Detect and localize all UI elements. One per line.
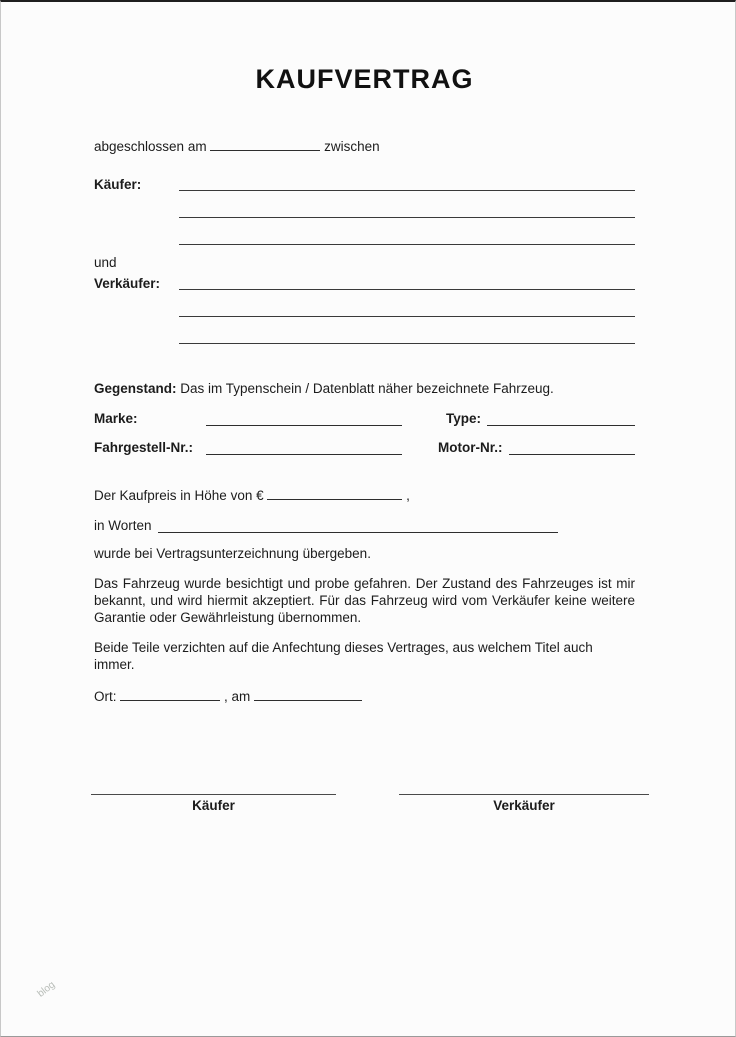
- date-blank-2: [254, 687, 362, 701]
- marke-label: Marke:: [94, 411, 138, 426]
- marke-blank: [206, 412, 402, 426]
- subject-label: Gegenstand:: [94, 381, 177, 396]
- seller-section: [94, 276, 635, 344]
- subject-line: [94, 380, 635, 397]
- waiver-text: Beide Teile verzichten auf die Anfechtung dieses Vertrages, aus welchem Titel auch immer.: [94, 640, 593, 672]
- price-line: [94, 486, 635, 504]
- buyer-section: [94, 177, 635, 245]
- am-label: , am: [224, 689, 251, 704]
- document-content: [1, 2, 735, 705]
- fahrgestell-blank: [206, 441, 402, 455]
- buyer-line-2: [179, 191, 635, 218]
- price-comma: ,: [406, 488, 410, 503]
- seller-signature-line: [399, 792, 649, 795]
- signature-section: [91, 792, 649, 813]
- seller-signature-label: Verkäufer: [493, 798, 555, 813]
- type-blank: [487, 412, 635, 426]
- date-blank: [210, 137, 320, 151]
- seller-fill-lines: [179, 276, 635, 344]
- seller-line-2: [179, 290, 635, 317]
- motor-label: Motor-Nr.:: [438, 440, 503, 455]
- intro-prefix: abgeschlossen am: [94, 139, 207, 154]
- price-blank: [267, 486, 402, 500]
- buyer-fill-lines: [179, 177, 635, 245]
- fahrgestell-label: Fahrgestell-Nr.:: [94, 440, 194, 455]
- ort-blank: [120, 687, 220, 701]
- seller-label: Verkäufer:: [94, 276, 161, 291]
- marke-type-row: [94, 411, 635, 426]
- motor-blank: [509, 441, 636, 455]
- fahrgestell-motor-row: [94, 440, 635, 455]
- seller-line-1: [179, 276, 635, 290]
- type-label: Type:: [446, 411, 482, 426]
- document-title: KAUFVERTRAG: [255, 64, 474, 94]
- place-date-line: [94, 687, 635, 705]
- buyer-label: Käufer:: [94, 177, 142, 192]
- seller-line-3: [179, 317, 635, 344]
- intro-line: [94, 137, 635, 155]
- buyer-signature: [91, 792, 336, 813]
- watermark-text: blog: [35, 979, 58, 1000]
- connector-text: und: [94, 255, 117, 270]
- buyer-line-1: [179, 177, 635, 191]
- buyer-line-3: [179, 218, 635, 245]
- in-words-blank: [158, 519, 558, 533]
- condition-paragraph: Das Fahrzeug wurde besichtigt und probe gefahren. Der Zustand des Fahrzeuges ist mir bekannt, und wird hiermit akzeptiert. Für das Fahrzeug wird vom Verkäufer keine weitere Garantie oder Gewährleistung übernommen.: [94, 576, 635, 625]
- price-prefix: Der Kaufpreis in Höhe von €: [94, 488, 264, 503]
- in-words-line: [94, 518, 635, 533]
- ort-label: Ort:: [94, 689, 117, 704]
- seller-signature: [399, 792, 649, 813]
- buyer-signature-line: [91, 792, 336, 795]
- handover-text: wurde bei Vertragsunterzeichnung übergeben.: [94, 546, 371, 561]
- in-words-label: in Worten: [94, 518, 152, 533]
- subject-text: Das im Typenschein / Datenblatt näher bezeichnete Fahrzeug.: [180, 381, 554, 396]
- buyer-signature-label: Käufer: [192, 798, 235, 813]
- intro-suffix: zwischen: [324, 139, 380, 154]
